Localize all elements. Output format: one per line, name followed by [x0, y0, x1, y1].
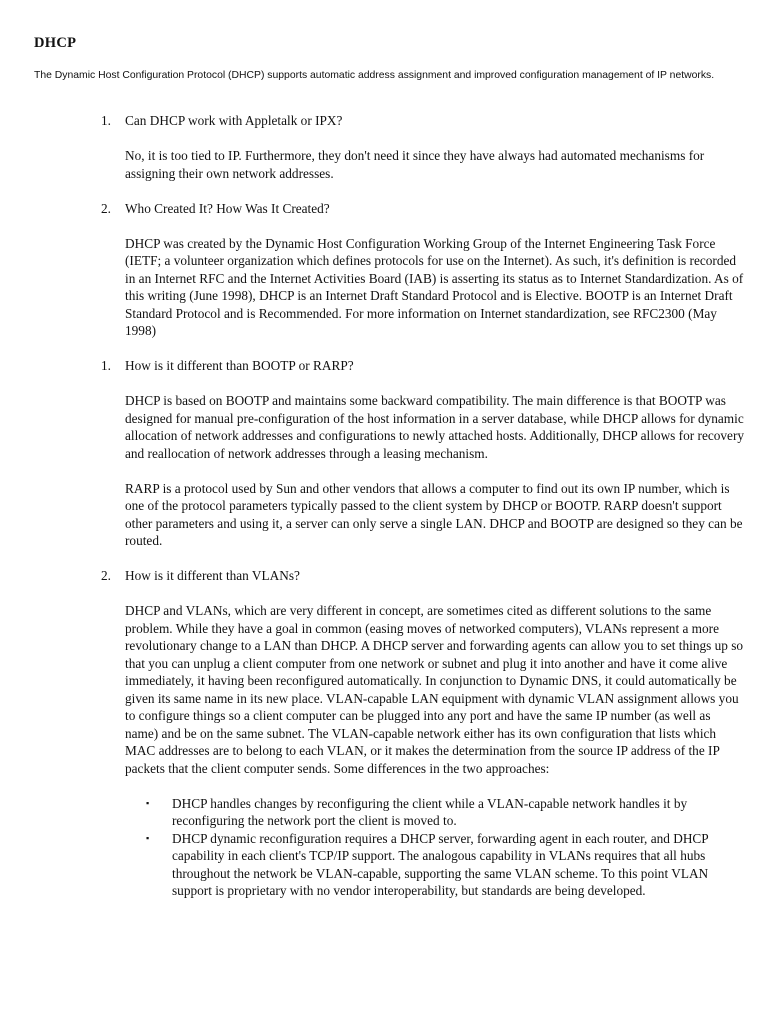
document-title: DHCP	[34, 35, 77, 51]
faq-answer-paragraph: DHCP is based on BOOTP and maintains some backward compatibility. The main difference is that BOOTP was designed for manual pre-configuration of the host information in a server database, while DHCP allows for dynamic allocation of network addresses and configurations to newly attached hosts. Additionally, DHCP allows for recovery and reallocation of network addresses through a leasing mechanism.	[125, 393, 745, 461]
faq-section	[0, 357, 768, 375]
faq-number: 2.	[101, 200, 111, 216]
faq-answer-paragraph: DHCP was created by the Dynamic Host Configuration Working Group of the Internet Engineering Task Force (IETF; a volunteer organization which defines protocols for use on the Internet). As such, it's definition is recorded in an Internet RFC and the Internet Activities Board (IAB) is asserting its status as to Internet Standardization. As of this writing (June 1998), DHCP is an Internet Draft Standard Protocol and is Elective. BOOTP is an Internet Draft Standard Protocol and is Recommended. For more information on Internet standardization, see RFC2300 (May 1998)	[125, 235, 744, 338]
faq-answer-paragraph: No, it is too tied to IP. Furthermore, they don't need it since they have always had automated mechanisms for assigning their own network addresses.	[125, 148, 705, 181]
list-item	[146, 830, 737, 900]
faq-question: How is it different than BOOTP or RARP?	[125, 358, 354, 373]
document-body	[0, 112, 768, 900]
faq-section	[0, 112, 768, 130]
faq-number: 2.	[101, 568, 111, 583]
faq-answer-paragraph: DHCP and VLANs, which are very different in concept, are sometimes cited as different solutions to the same problem. While they have a goal in common (easing moves of networked computers), VLANs represent a more revolutionary change to a LAN than DHCP. A DHCP server and forwarding agents can allow you to set things up so that you can unplug a client computer from one network or subnet and plug it into another and have it come alive immediately, it having been reconfigured automatically. In conjunction to Dynamic DNS, it could automatically be given its same name in its new place. VLAN-capable LAN equipment with dynamic VLAN assignment allows you to configure things so a client computer can be plugged into any port and have the same IP number (as well as name) and be on the same subnet. The VLAN-capable network either has its own configuration that lists which MAC addresses are to belong to each VLAN, or it makes the determination from the source IP address of the IP packets that the client computer sends. Some differences in the two approaches:	[125, 603, 744, 776]
faq-number: 1.	[101, 358, 111, 373]
bullet-text: DHCP dynamic reconfiguration requires a DHCP server, forwarding agent in each router, and DHCP capability in each client's TCP/IP support. The analogous capability in VLANs requires that all hubs throughout the network be VLAN-capable, supporting the same VLAN scheme. To this point VLAN support is proprietary with no vendor interoperability, but standards are being developed.	[172, 830, 709, 898]
bullet-list	[0, 795, 768, 900]
faq-question: Can DHCP work with Appletalk or IPX?	[125, 113, 343, 128]
bullet-text: DHCP handles changes by reconfiguring the client while a VLAN-capable network handles it by reconfiguring the network port the client is moved to.	[172, 795, 688, 828]
faq-section	[0, 567, 768, 585]
bullet-icon: ▪	[146, 797, 150, 808]
faq-number: 1.	[101, 113, 111, 128]
bullet-icon: ▪	[146, 832, 150, 843]
document-intro: The Dynamic Host Configuration Protocol (DHCP) supports automatic address assignment and improved configuration management of IP networks.	[34, 70, 715, 81]
list-item	[146, 795, 737, 830]
faq-question: How is it different than VLANs?	[125, 568, 300, 583]
faq-answer-paragraph: RARP is a protocol used by Sun and other vendors that allows a computer to find out its own IP number, which is one of the protocol parameters typically passed to the client system by DHCP or BOOTP. RARP doesn't support other parameters and using it, a server can only serve a single LAN. DHCP and BOOTP are designed so they can be routed.	[125, 480, 743, 548]
faq-section	[0, 200, 768, 218]
faq-question: Who Created It? How Was It Created?	[125, 200, 330, 216]
